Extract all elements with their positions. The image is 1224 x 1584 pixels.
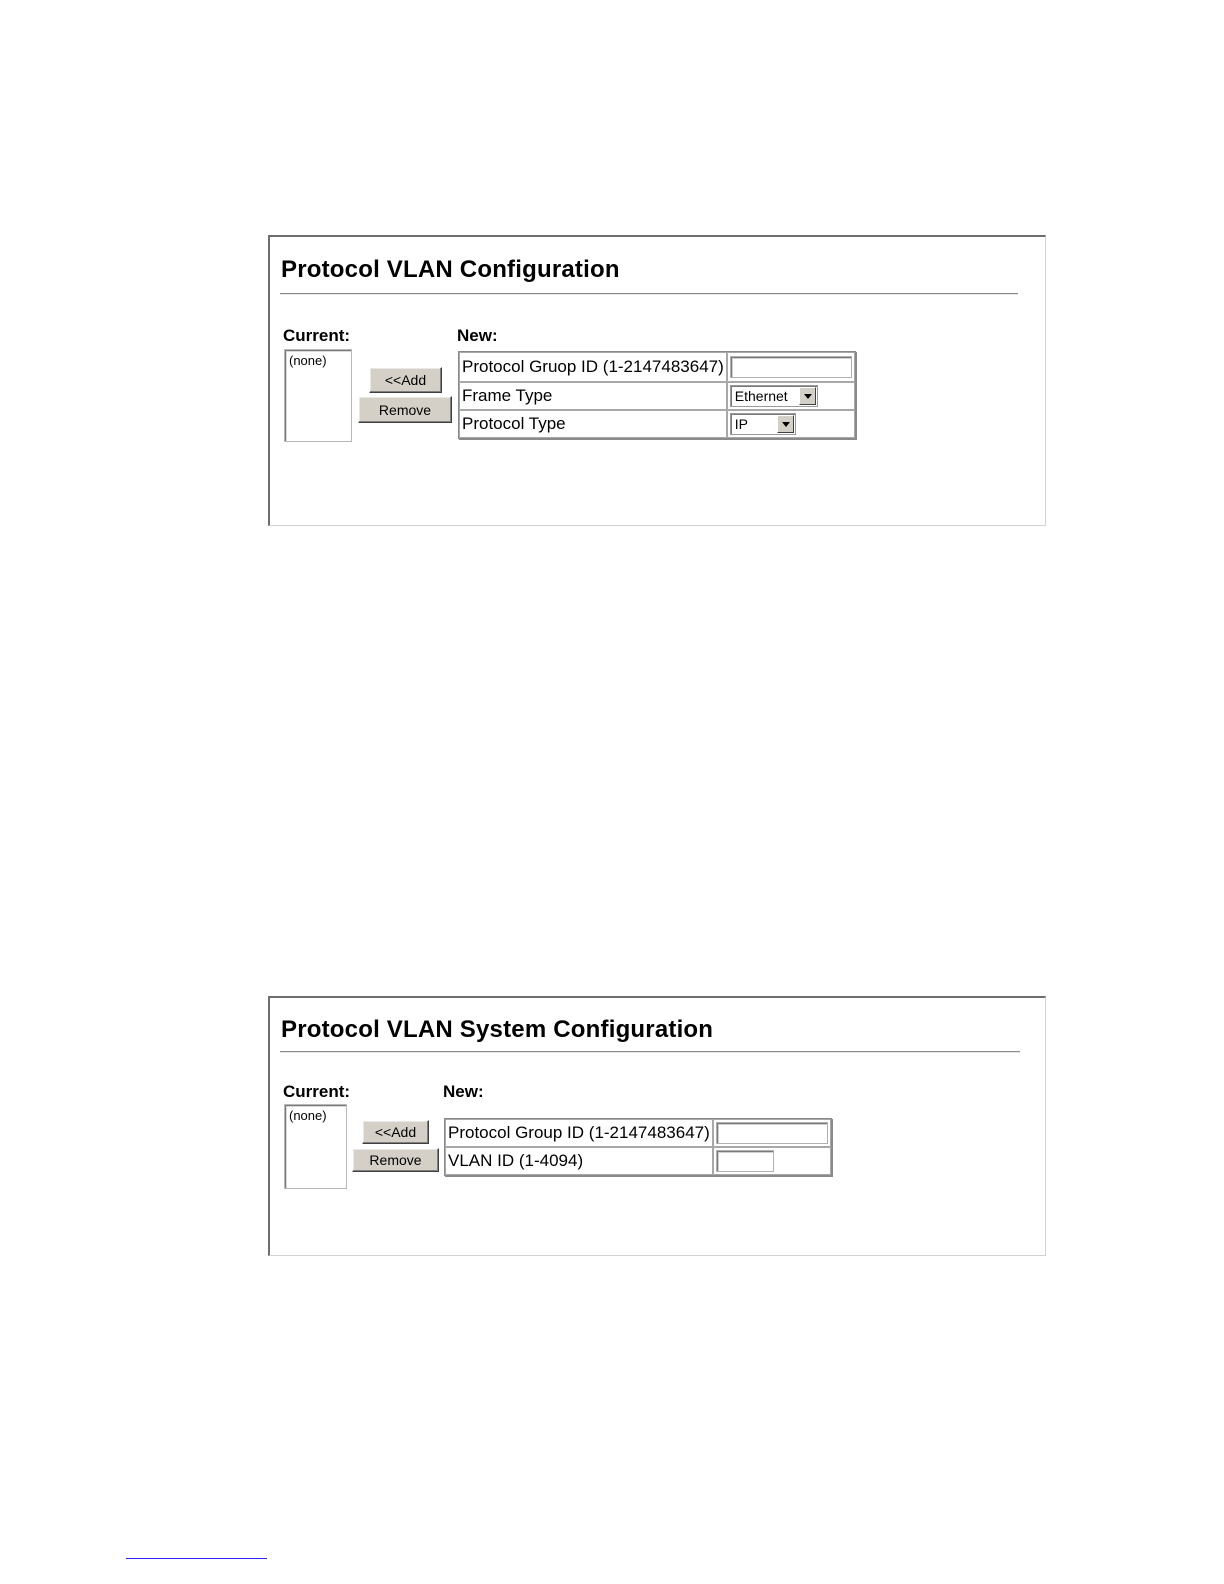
frame-type-label: Frame Type — [459, 382, 727, 410]
protocol-type-select[interactable] — [730, 413, 796, 435]
page-title: Protocol VLAN Configuration — [281, 256, 620, 283]
protocol-group-id-cell — [713, 1119, 831, 1147]
current-protocol-group-list[interactable] — [284, 1104, 347, 1189]
add-button[interactable]: <<Add — [369, 367, 442, 393]
footnote-divider — [126, 1558, 267, 1559]
table-row — [459, 352, 855, 382]
remove-button[interactable]: Remove — [358, 396, 452, 423]
table-row — [459, 382, 855, 410]
protocol-group-id-cell — [727, 352, 855, 382]
chevron-down-icon[interactable] — [799, 387, 816, 405]
vlan-id-input[interactable] — [716, 1150, 774, 1172]
table-row — [459, 410, 855, 438]
protocol-group-id-label: Protocol Group ID (1-2147483647) — [445, 1119, 713, 1147]
protocol-type-cell — [727, 410, 855, 438]
add-button[interactable]: <<Add — [362, 1120, 429, 1144]
new-entry-table — [458, 351, 856, 439]
protocol-group-id-label: Protocol Gruop ID (1-2147483647) — [459, 352, 727, 382]
protocol-vlan-system-configuration-panel — [268, 996, 1046, 1256]
protocol-group-id-input[interactable] — [730, 356, 852, 378]
frame-type-cell — [727, 382, 855, 410]
title-divider — [280, 1051, 1020, 1053]
new-label: New: — [443, 1082, 484, 1101]
vlan-id-cell — [713, 1147, 831, 1175]
page-title: Protocol VLAN System Configuration — [281, 1016, 714, 1043]
table-row — [445, 1119, 831, 1147]
table-row — [445, 1147, 831, 1175]
protocol-vlan-configuration-panel — [268, 235, 1046, 526]
current-protocol-group-list[interactable] — [284, 349, 352, 442]
protocol-type-value: IP — [734, 416, 748, 432]
chevron-down-icon[interactable] — [777, 415, 794, 433]
current-label: Current: — [283, 326, 351, 345]
new-entry-table — [444, 1118, 832, 1176]
remove-button[interactable]: Remove — [352, 1148, 439, 1172]
list-item[interactable]: (none) — [289, 1108, 327, 1123]
current-label: Current: — [283, 1082, 351, 1101]
list-item[interactable]: (none) — [289, 353, 327, 368]
protocol-type-label: Protocol Type — [459, 410, 727, 438]
title-divider — [280, 293, 1018, 295]
new-label: New: — [457, 326, 498, 345]
vlan-id-label: VLAN ID (1-4094) — [445, 1147, 713, 1175]
protocol-group-id-input[interactable] — [716, 1122, 828, 1144]
frame-type-value: Ethernet — [734, 388, 788, 404]
frame-type-select[interactable] — [730, 385, 818, 407]
